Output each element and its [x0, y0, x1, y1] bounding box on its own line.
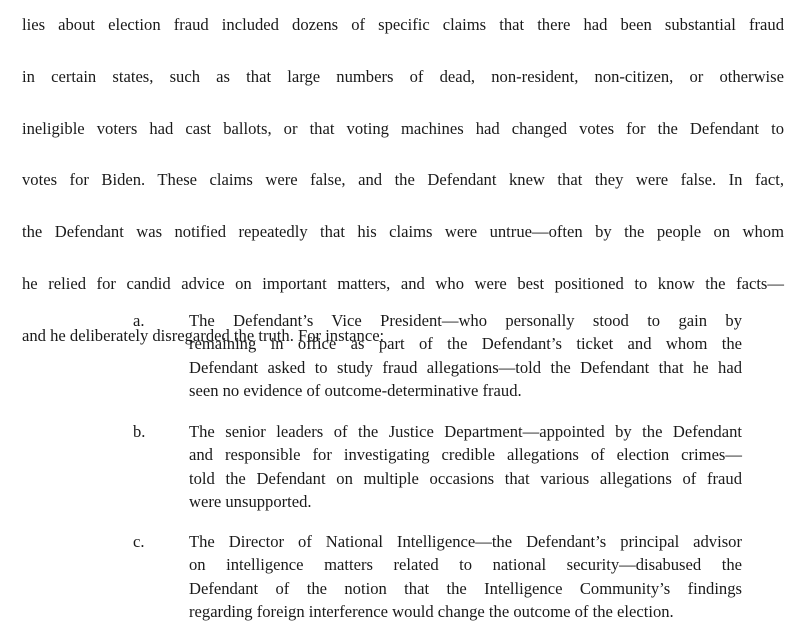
list-item-line: seen no evidence of outcome-determinative fraud.	[189, 381, 522, 401]
paragraph-line: the Defendant was notified repeatedly that his claims were untrue—often by the people on whom	[22, 222, 784, 242]
list-item-line: and responsible for investigating credible allegations of election crimes—	[189, 445, 742, 465]
list-marker: b.	[133, 422, 146, 441]
list-item-text	[189, 309, 742, 403]
list-item-line: Defendant of the notion that the Intelligence Community’s findings	[189, 578, 742, 598]
list-item-line: told the Defendant on multiple occasions that various allegations of fraud	[189, 468, 742, 488]
list-item-line: regarding foreign interference would change the outcome of the election.	[189, 602, 674, 622]
list-item-text	[189, 530, 742, 624]
list-item-line: The Defendant’s Vice President—who personally stood to gain by	[189, 311, 742, 330]
paragraph-line: lies about election fraud included dozens of specific claims that there had been substantial fraud	[22, 15, 784, 34]
paragraph-line: ineligible voters had cast ballots, or that voting machines had changed votes for the Defendant to	[22, 118, 784, 138]
list-item-line: Defendant asked to study fraud allegations—told the Defendant that he had	[189, 357, 742, 377]
list-item-line: were unsupported.	[189, 492, 312, 512]
list-item-line: on intelligence matters related to national security—disabused the	[189, 555, 742, 575]
paragraph-line: votes for Biden. These claims were false, and the Defendant knew that they were false. In fact,	[22, 170, 784, 190]
list-marker: a.	[133, 311, 145, 330]
list-item-text	[189, 420, 742, 514]
paragraph-line: he relied for candid advice on important matters, and who were best positioned to know the facts—	[22, 273, 784, 293]
paragraph-line: in certain states, such as that large numbers of dead, non-resident, non-citizen, or otherwise	[22, 66, 784, 86]
list-item-line: remaining in office as part of the Defendant’s ticket and whom the	[189, 334, 742, 354]
paragraph-line: and he deliberately disregarded the truth. For instance:	[22, 325, 385, 345]
list-item-line: The senior leaders of the Justice Department—appointed by the Defendant	[189, 422, 742, 441]
body-paragraph	[22, 0, 784, 356]
list-item-line: The Director of National Intelligence—the Defendant’s principal advisor	[189, 532, 742, 551]
list-marker: c.	[133, 532, 145, 551]
